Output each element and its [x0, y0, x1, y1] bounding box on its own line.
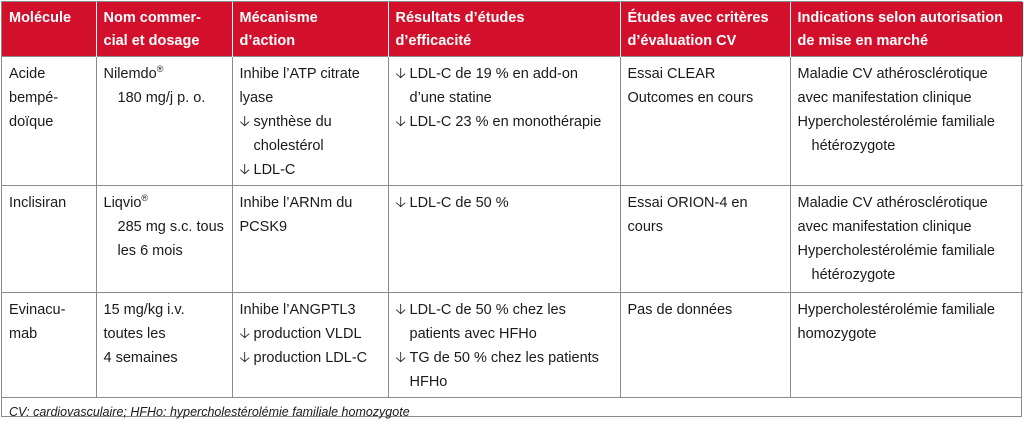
- down-arrow-icon: 🡣: [395, 114, 406, 130]
- header-commercial-name: Nom commer- cial et dosage: [96, 2, 232, 57]
- down-arrow-icon: 🡣: [395, 66, 406, 82]
- cell-mechanism: Inhibe l’ARNm du PCSK9: [232, 186, 388, 293]
- cell-cv-studies: Pas de données: [620, 293, 790, 398]
- header-molecule: Molécule: [2, 2, 96, 57]
- cell-results: 🡣 LDL-C de 19 % en add-on d’une statine 🡣 LDL-C 23 % en monothérapie: [388, 57, 620, 186]
- header-mechanism: Mécanisme d’action: [232, 2, 388, 57]
- down-arrow-icon: 🡣: [239, 162, 250, 178]
- cell-cv-studies: Essai CLEAR Outcomes en cours: [620, 57, 790, 186]
- down-arrow-icon: 🡣: [395, 195, 406, 211]
- header-indications: Indications selon autorisation de mise en marché: [790, 2, 1023, 57]
- down-arrow-icon: 🡣: [239, 114, 250, 130]
- registered-mark: ®: [141, 193, 149, 203]
- cell-results: 🡣 LDL-C de 50 %: [388, 186, 620, 293]
- header-efficacy-results: Résultats d’études d’efficacité: [388, 2, 620, 57]
- down-arrow-icon: 🡣: [395, 350, 406, 366]
- registered-mark: ®: [156, 64, 164, 74]
- table: [2, 2, 1023, 397]
- cell-commercial-name: Liqvio® 285 mg s.c. tous les 6 mois: [96, 186, 232, 293]
- cell-indications: Maladie CV athérosclérotique avec manifestation clinique Hypercholestérolémie familiale hétérozygote: [790, 57, 1023, 186]
- table-row: [2, 293, 1023, 398]
- down-arrow-icon: 🡣: [239, 350, 250, 366]
- cell-cv-studies: Essai ORION-4 en cours: [620, 186, 790, 293]
- cell-commercial-name: Nilemdo® 180 mg/j p. o.: [96, 57, 232, 186]
- cell-commercial-name: 15 mg/kg i.v. toutes les 4 semaines: [96, 293, 232, 398]
- drug-comparison-table: [1, 1, 1022, 417]
- cell-molecule: Acide bempé- doïque: [2, 57, 96, 186]
- table-row: [2, 186, 1023, 293]
- table-header: [2, 2, 1023, 57]
- down-arrow-icon: 🡣: [395, 302, 406, 318]
- table-row: [2, 57, 1023, 186]
- cell-indications: Hypercholestérolémie familiale homozygote: [790, 293, 1023, 398]
- cell-mechanism: Inhibe l’ATP citrate lyase 🡣 synthèse du cholestérol 🡣 LDL-C: [232, 57, 388, 186]
- cell-indications: Maladie CV athérosclérotique avec manifestation clinique Hypercholestérolémie familiale hétérozygote: [790, 186, 1023, 293]
- table-body: [2, 57, 1023, 398]
- down-arrow-icon: 🡣: [239, 326, 250, 342]
- header-row: [2, 2, 1023, 57]
- header-cv-studies: Études avec critères d’évaluation CV: [620, 2, 790, 57]
- table-footnote: CV: cardiovasculaire; HFHo: hypercholestérolémie familiale homozygote: [2, 397, 1021, 425]
- cell-molecule: Evinacu- mab: [2, 293, 96, 398]
- cell-results: 🡣 LDL-C de 50 % chez les patients avec HFHo 🡣 TG de 50 % chez les patients HFHo: [388, 293, 620, 398]
- cell-molecule: Inclisiran: [2, 186, 96, 293]
- cell-mechanism: Inhibe l’ANGPTL3 🡣 production VLDL 🡣 production LDL-C: [232, 293, 388, 398]
